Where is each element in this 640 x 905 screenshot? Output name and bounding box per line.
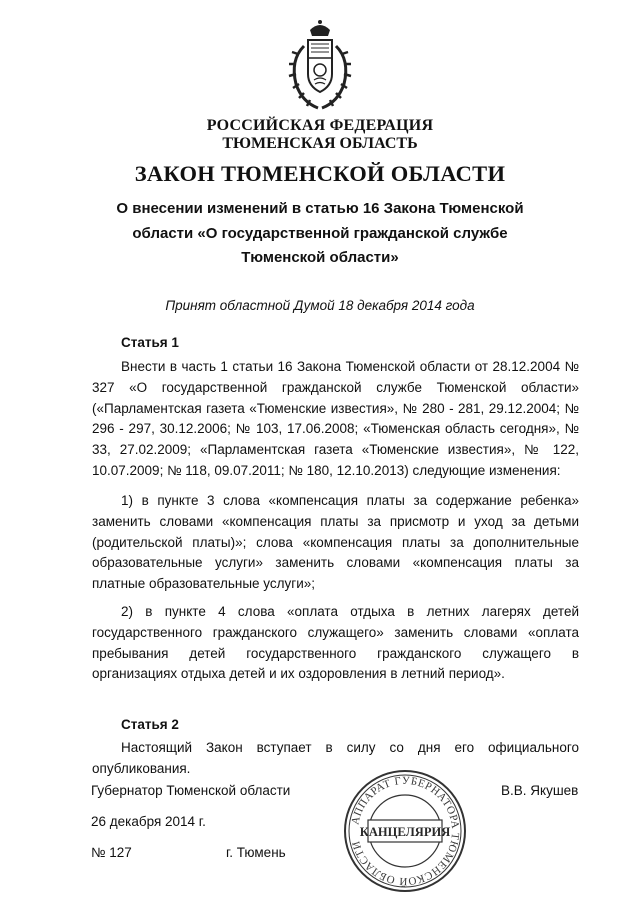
region-heading: ТЮМЕНСКАЯ ОБЛАСТЬ <box>222 135 418 152</box>
adoption-note: Принят областной Думой 18 декабря 2014 года <box>165 298 475 313</box>
article-2-text: Настоящий Закон вступает в силу со дня его официального опубликования. <box>92 740 579 776</box>
country-heading: РОССИЙСКАЯ ФЕДЕРАЦИЯ <box>206 117 434 134</box>
law-number: № 127 <box>91 845 132 860</box>
office-stamp-icon <box>342 768 468 894</box>
article-1-item-1-text: 1) в пункте 3 слова «компенсация платы за содержание ребенка» заменить словами «компенсация платы за присмотр и уход за детьми (родительской платы)»; слова «компенсация платы за дополнительные образовательные услуги» заменить словами «компенсация платы за платные образовательные услуги»; <box>92 493 579 592</box>
tyumen-coat-of-arms-icon <box>284 18 356 114</box>
article-1-intro <box>92 357 579 482</box>
article-1-item-1 <box>92 491 579 595</box>
stamp-ring-text: АППАРАТ ГУБЕРНАТОРА ТЮМЕНСКОЙ ОБЛАСТИ <box>349 774 462 888</box>
article-1-heading: Статья 1 <box>121 335 179 350</box>
stamp-center-text: КАНЦЕЛЯРИЯ <box>359 825 451 839</box>
article-1-item-2 <box>92 602 579 685</box>
article-2-heading: Статья 2 <box>121 717 179 732</box>
signing-date: 26 декабря 2014 г. <box>91 814 206 829</box>
law-subject: О внесении изменений в статью 16 Закона Тюменской области «О государственной гражданской службе Тюменской области» <box>116 200 524 266</box>
signing-city: г. Тюмень <box>226 845 286 860</box>
signatory-name: В.В. Якушев <box>501 783 579 798</box>
article-1-intro-text: Внести в часть 1 статьи 16 Закона Тюменской области от 28.12.2004 № 327 «О государственной гражданской службе Тюменской области» («Парламентская газета «Тюменские известия», № 280 - 281, 29.12.2004; № 296 - 297, 30.12.2006; № 103, 17.06.2008; «Тюменская область сегодня», № 33, 27.02.2009; «Парламентская газета «Тюменские известия», № 122, 10.07.2009; № 118, 09.07.2011; № 180, 12.10.2013) следующие изменения: <box>92 359 579 478</box>
article-1-item-2-text: 2) в пункте 4 слова «оплата отдыха в летних лагерях детей государственного гражданского служащего» заменить словами «оплата пребывания детей государственного гражданского служащего в организациях отдыха детей и их оздоровления в летний период». <box>92 604 579 682</box>
article-2-body <box>92 738 579 780</box>
document-title: ЗАКОН ТЮМЕНСКОЙ ОБЛАСТИ <box>134 161 506 186</box>
signatory-position: Губернатор Тюменской области <box>91 783 291 798</box>
